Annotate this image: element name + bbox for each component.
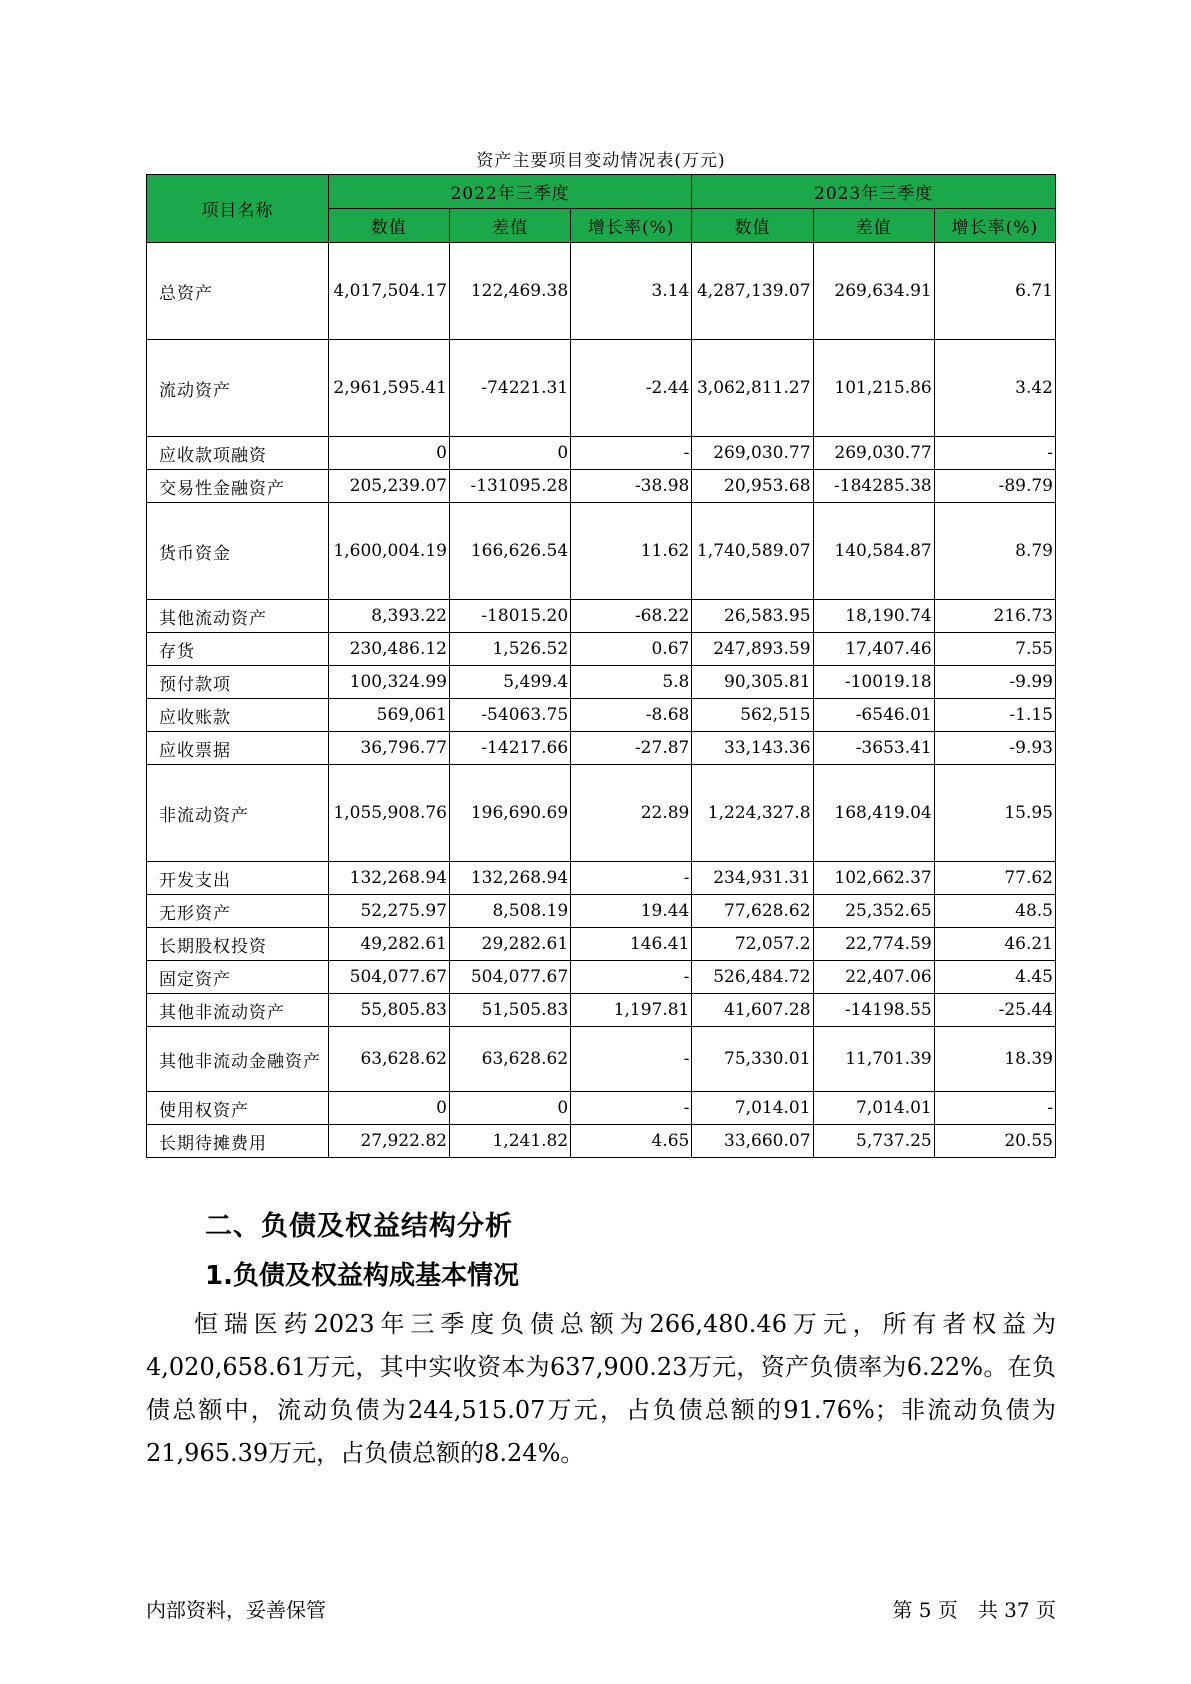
- table-row: [147, 1027, 1056, 1092]
- cell-d23: -184285.38: [813, 470, 934, 503]
- cell-g22: -: [571, 862, 692, 895]
- cell-g23: -9.99: [934, 666, 1055, 699]
- row-label: 存货: [147, 633, 329, 666]
- cell-v23: 1,740,589.07: [692, 503, 813, 600]
- cell-v22: 1,600,004.19: [328, 503, 449, 600]
- cell-d23: 140,584.87: [813, 503, 934, 600]
- header-col-growth-2023: 增长率(%): [934, 209, 1055, 243]
- cell-g23: 48.5: [934, 895, 1055, 928]
- cell-g22: 1,197.81: [571, 994, 692, 1027]
- row-label: 总资产: [147, 243, 329, 340]
- cell-v22: 2,961,595.41: [328, 340, 449, 437]
- cell-g23: 216.73: [934, 600, 1055, 633]
- row-label: 开发支出: [147, 862, 329, 895]
- cell-v22: 8,393.22: [328, 600, 449, 633]
- table-caption: 资产主要项目变动情况表(万元): [476, 151, 726, 171]
- cell-g22: -: [571, 1027, 692, 1092]
- cell-g22: 19.44: [571, 895, 692, 928]
- row-label: 应收款项融资: [147, 437, 329, 470]
- row-label: 使用权资产: [147, 1092, 329, 1125]
- cell-g22: -38.98: [571, 470, 692, 503]
- cell-d23: 25,352.65: [813, 895, 934, 928]
- cell-v22: 4,017,504.17: [328, 243, 449, 340]
- section-subheading: 1.负债及权益构成基本情况: [205, 1261, 519, 1291]
- cell-d23: 5,737.25: [813, 1125, 934, 1158]
- cell-d23: -14198.55: [813, 994, 934, 1027]
- cell-v22: 52,275.97: [328, 895, 449, 928]
- cell-g23: -: [934, 437, 1055, 470]
- cell-v22: 27,922.82: [328, 1125, 449, 1158]
- cell-d23: 22,774.59: [813, 928, 934, 961]
- row-label: 非流动资产: [147, 765, 329, 862]
- cell-d23: -10019.18: [813, 666, 934, 699]
- cell-v23: 3,062,811.27: [692, 340, 813, 437]
- cell-d22: 29,282.61: [449, 928, 570, 961]
- cell-d22: 504,077.67: [449, 961, 570, 994]
- cell-v22: 1,055,908.76: [328, 765, 449, 862]
- table-row: [147, 470, 1056, 503]
- cell-g23: -: [934, 1092, 1055, 1125]
- row-label: 长期待摊费用: [147, 1125, 329, 1158]
- cell-v22: 36,796.77: [328, 732, 449, 765]
- cell-d23: 269,030.77: [813, 437, 934, 470]
- cell-g23: 7.55: [934, 633, 1055, 666]
- header-col-diff-2022: 差值: [449, 209, 570, 243]
- cell-v22: 0: [328, 437, 449, 470]
- cell-g23: 15.95: [934, 765, 1055, 862]
- footer-page-number: 第 5 页 共 37 页: [892, 1598, 1056, 1622]
- header-col-diff-2023: 差值: [813, 209, 934, 243]
- cell-g23: 6.71: [934, 243, 1055, 340]
- cell-g22: 3.14: [571, 243, 692, 340]
- row-label: 流动资产: [147, 340, 329, 437]
- header-col-value-2022: 数值: [328, 209, 449, 243]
- cell-v23: 41,607.28: [692, 994, 813, 1027]
- cell-g23: 3.42: [934, 340, 1055, 437]
- row-label: 其他非流动金融资产: [147, 1027, 329, 1092]
- cell-g23: 46.21: [934, 928, 1055, 961]
- cell-d22: -18015.20: [449, 600, 570, 633]
- header-col-growth-2022: 增长率(%): [571, 209, 692, 243]
- cell-v22: 0: [328, 1092, 449, 1125]
- header-period-2022: 2022年三季度: [328, 175, 692, 209]
- row-label: 无形资产: [147, 895, 329, 928]
- cell-g23: 77.62: [934, 862, 1055, 895]
- cell-g23: -25.44: [934, 994, 1055, 1027]
- table-body: [147, 243, 1056, 1158]
- cell-d22: -54063.75: [449, 699, 570, 732]
- cell-v22: 504,077.67: [328, 961, 449, 994]
- table-row: [147, 340, 1056, 437]
- cell-g23: 20.55: [934, 1125, 1055, 1158]
- cell-d22: 5,499.4: [449, 666, 570, 699]
- cell-g23: 8.79: [934, 503, 1055, 600]
- header-col-value-2023: 数值: [692, 209, 813, 243]
- cell-g22: -: [571, 437, 692, 470]
- cell-g23: -9.93: [934, 732, 1055, 765]
- asset-change-table: [146, 174, 1056, 1158]
- cell-g22: -68.22: [571, 600, 692, 633]
- cell-v22: 205,239.07: [328, 470, 449, 503]
- cell-v22: 569,061: [328, 699, 449, 732]
- cell-d22: 132,268.94: [449, 862, 570, 895]
- cell-d22: -131095.28: [449, 470, 570, 503]
- cell-v23: 1,224,327.8: [692, 765, 813, 862]
- cell-v23: 562,515: [692, 699, 813, 732]
- table-row: [147, 666, 1056, 699]
- cell-g22: 0.67: [571, 633, 692, 666]
- cell-v22: 55,805.83: [328, 994, 449, 1027]
- cell-d22: 1,241.82: [449, 1125, 570, 1158]
- table-row: [147, 765, 1056, 862]
- header-item-name: 项目名称: [147, 175, 329, 243]
- cell-g22: 146.41: [571, 928, 692, 961]
- cell-d23: 17,407.46: [813, 633, 934, 666]
- table-row: [147, 732, 1056, 765]
- cell-g22: 5.8: [571, 666, 692, 699]
- cell-d22: 51,505.83: [449, 994, 570, 1027]
- cell-d23: -3653.41: [813, 732, 934, 765]
- cell-v23: 7,014.01: [692, 1092, 813, 1125]
- table-row: [147, 633, 1056, 666]
- cell-d23: 102,662.37: [813, 862, 934, 895]
- cell-g22: -: [571, 1092, 692, 1125]
- row-label: 应收账款: [147, 699, 329, 732]
- cell-d22: 122,469.38: [449, 243, 570, 340]
- row-label: 固定资产: [147, 961, 329, 994]
- cell-g22: -2.44: [571, 340, 692, 437]
- cell-d23: -6546.01: [813, 699, 934, 732]
- row-label: 应收票据: [147, 732, 329, 765]
- table-row: [147, 699, 1056, 732]
- cell-v23: 26,583.95: [692, 600, 813, 633]
- table-row: [147, 243, 1056, 340]
- paragraph-text: 恒瑞医药2023年三季度负债总额为266,480.46万元，所有者权益为4,020,658.61万元，其中实收资本为637,900.23万元，资产负债率为6.22%。在负债总额中，流动负债为244,515.07万元，占负债总额的91.76%；非流动负债为21,965.39万元，占负债总额的8.24%。: [146, 1310, 1056, 1467]
- cell-v22: 100,324.99: [328, 666, 449, 699]
- cell-d22: 63,628.62: [449, 1027, 570, 1092]
- cell-d22: 196,690.69: [449, 765, 570, 862]
- cell-d22: 0: [449, 437, 570, 470]
- cell-v23: 33,660.07: [692, 1125, 813, 1158]
- cell-v23: 75,330.01: [692, 1027, 813, 1092]
- table-row: [147, 503, 1056, 600]
- header-period-2023: 2023年三季度: [692, 175, 1056, 209]
- cell-v23: 77,628.62: [692, 895, 813, 928]
- table-row: [147, 862, 1056, 895]
- table-row: [147, 600, 1056, 633]
- cell-d22: -14217.66: [449, 732, 570, 765]
- row-label: 其他非流动资产: [147, 994, 329, 1027]
- cell-v23: 20,953.68: [692, 470, 813, 503]
- row-label: 货币资金: [147, 503, 329, 600]
- cell-g22: -8.68: [571, 699, 692, 732]
- cell-d23: 11,701.39: [813, 1027, 934, 1092]
- cell-d23: 168,419.04: [813, 765, 934, 862]
- cell-d22: 1,526.52: [449, 633, 570, 666]
- table-row: [147, 994, 1056, 1027]
- cell-d23: 22,407.06: [813, 961, 934, 994]
- table-row: [147, 895, 1056, 928]
- cell-v22: 49,282.61: [328, 928, 449, 961]
- row-label: 交易性金融资产: [147, 470, 329, 503]
- cell-v23: 247,893.59: [692, 633, 813, 666]
- body-paragraph: [146, 1303, 1056, 1475]
- row-label: 长期股权投资: [147, 928, 329, 961]
- footer-confidential-note: 内部资料，妥善保管: [146, 1598, 326, 1622]
- table-row: [147, 437, 1056, 470]
- cell-g23: -89.79: [934, 470, 1055, 503]
- table-row: [147, 961, 1056, 994]
- table-row: [147, 1125, 1056, 1158]
- cell-d23: 18,190.74: [813, 600, 934, 633]
- cell-v23: 4,287,139.07: [692, 243, 813, 340]
- cell-g22: 22.89: [571, 765, 692, 862]
- cell-v23: 526,484.72: [692, 961, 813, 994]
- cell-v23: 90,305.81: [692, 666, 813, 699]
- row-label: 预付款项: [147, 666, 329, 699]
- cell-v23: 33,143.36: [692, 732, 813, 765]
- cell-d22: 0: [449, 1092, 570, 1125]
- cell-d22: 166,626.54: [449, 503, 570, 600]
- cell-g23: 4.45: [934, 961, 1055, 994]
- cell-v23: 269,030.77: [692, 437, 813, 470]
- table-row: [147, 928, 1056, 961]
- cell-d22: 8,508.19: [449, 895, 570, 928]
- cell-g23: -1.15: [934, 699, 1055, 732]
- cell-v23: 72,057.2: [692, 928, 813, 961]
- cell-g22: -27.87: [571, 732, 692, 765]
- cell-g22: 4.65: [571, 1125, 692, 1158]
- table-row: [147, 1092, 1056, 1125]
- cell-v22: 230,486.12: [328, 633, 449, 666]
- cell-d23: 7,014.01: [813, 1092, 934, 1125]
- cell-g23: 18.39: [934, 1027, 1055, 1092]
- cell-v23: 234,931.31: [692, 862, 813, 895]
- section-heading: 二、负债及权益结构分析: [205, 1211, 513, 1242]
- cell-g22: -: [571, 961, 692, 994]
- cell-d22: -74221.31: [449, 340, 570, 437]
- cell-d23: 101,215.86: [813, 340, 934, 437]
- cell-d23: 269,634.91: [813, 243, 934, 340]
- row-label: 其他流动资产: [147, 600, 329, 633]
- cell-g22: 11.62: [571, 503, 692, 600]
- cell-v22: 132,268.94: [328, 862, 449, 895]
- cell-v22: 63,628.62: [328, 1027, 449, 1092]
